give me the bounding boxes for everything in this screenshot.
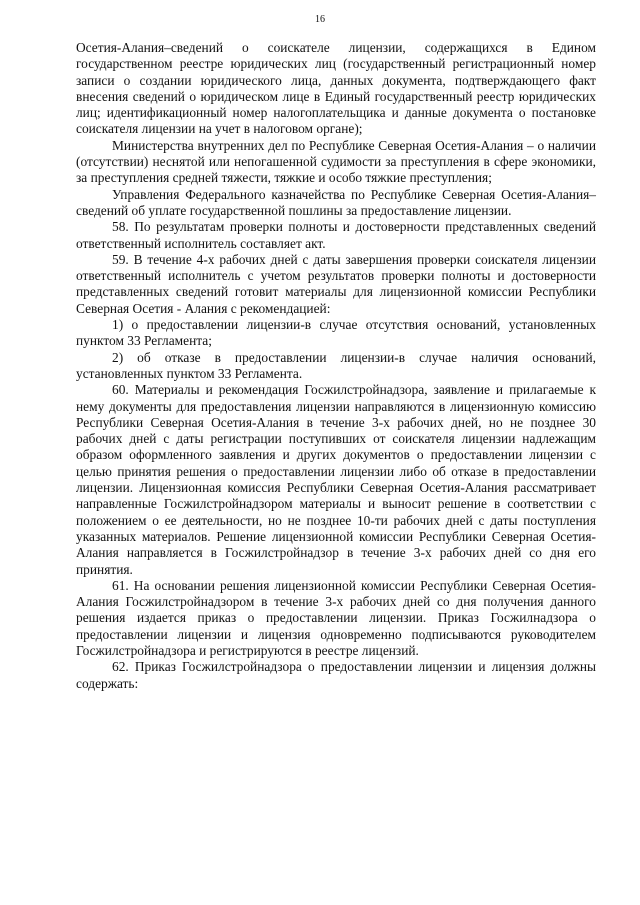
paragraph-59-item-2: 2) об отказе в предоставлении лицензии-в случае наличия оснований, установленных пунктом 33 Регламента. [76,349,596,381]
document-body [76,40,596,692]
paragraph-treasury: Управления Федерального казначейства по Республике Северная Осетия-Алания–сведений об уплате государственной пошлины за предоставление лицензии. [76,186,596,218]
paragraph-mvd: Министерства внутренних дел по Республике Северная Осетия-Алания – о наличии (отсутствии) неснятой или непогашенной судимости за преступления в сфере экономики, за преступления средней тяжести, тяжкие и особо тяжкие преступления; [76,137,596,186]
paragraph-61: 61. На основании решения лицензионной комиссии Республики Северная Осетия-Алания Госжилстройнадзором в течение 3-х рабочих дней со дня получения данного решения издается приказ о предоставлении лицензии. Приказ Госжилнадзора о предоставлении лицензии и лицензия одновременно подписываются руководителем Госжилстройнадзора и регистрируются в реестре лицензий. [76,577,596,658]
page-number: 16 [315,14,325,25]
paragraph-continuation: Осетия-Алания–сведений о соискателе лицензии, содержащихся в Едином государственном реестре юридических лиц (государственный регистрационный номер записи о создании юридического лица, данных документа, подтверждающего факт внесения сведений о юридическом лице в Единый государственный реестр юридических лиц; идентификационный номер налогоплательщика и данные документа о постановке соискателя лицензии на учет в налоговом органе); [76,40,596,137]
paragraph-58: 58. По результатам проверки полноты и достоверности представленных сведений ответственный исполнитель составляет акт. [76,219,596,251]
paragraph-62: 62. Приказ Госжилстройнадзора о предоставлении лицензии и лицензия должны содержать: [76,659,596,691]
paragraph-59: 59. В течение 4-х рабочих дней с даты завершения проверки соискателя лицензии ответственный исполнитель с учетом результатов проверки полноты и достоверности представленных сведений готовит материалы для лицензионной комиссии Республики Северная Осетия - Алания с рекомендацией: [76,251,596,316]
paragraph-59-item-1: 1) о предоставлении лицензии-в случае отсутствия оснований, установленных пунктом 33 Регламента; [76,317,596,349]
paragraph-60: 60. Материалы и рекомендация Госжилстройнадзора, заявление и прилагаемые к нему документы для предоставления лицензии направляются в лицензионную комиссию Республики Северная Осетия-Алания в течение 3-х рабочих дней, но не позднее 30 рабочих дней с даты регистрации поступивших от соискателя лицензии надлежащим образом оформленного заявления и других документов о предоставлении лицензии с целью принятия решения о предоставлении лицензии либо об отказе в предоставлении лицензии. Лицензионная комиссия Республики Северная Осетия-Алания рассматривает направленные Госжилстройнадзором материалы и выносит решение в соответствии с положением о ее деятельности, но не позднее 10-ти рабочих дней с даты поступления указанных материалов. Решение лицензионной комиссии Республики Северная Осетия-Алания направляется в Госжилстройнадзор в течение 3-х рабочих дней со дня его принятия. [76,382,596,577]
